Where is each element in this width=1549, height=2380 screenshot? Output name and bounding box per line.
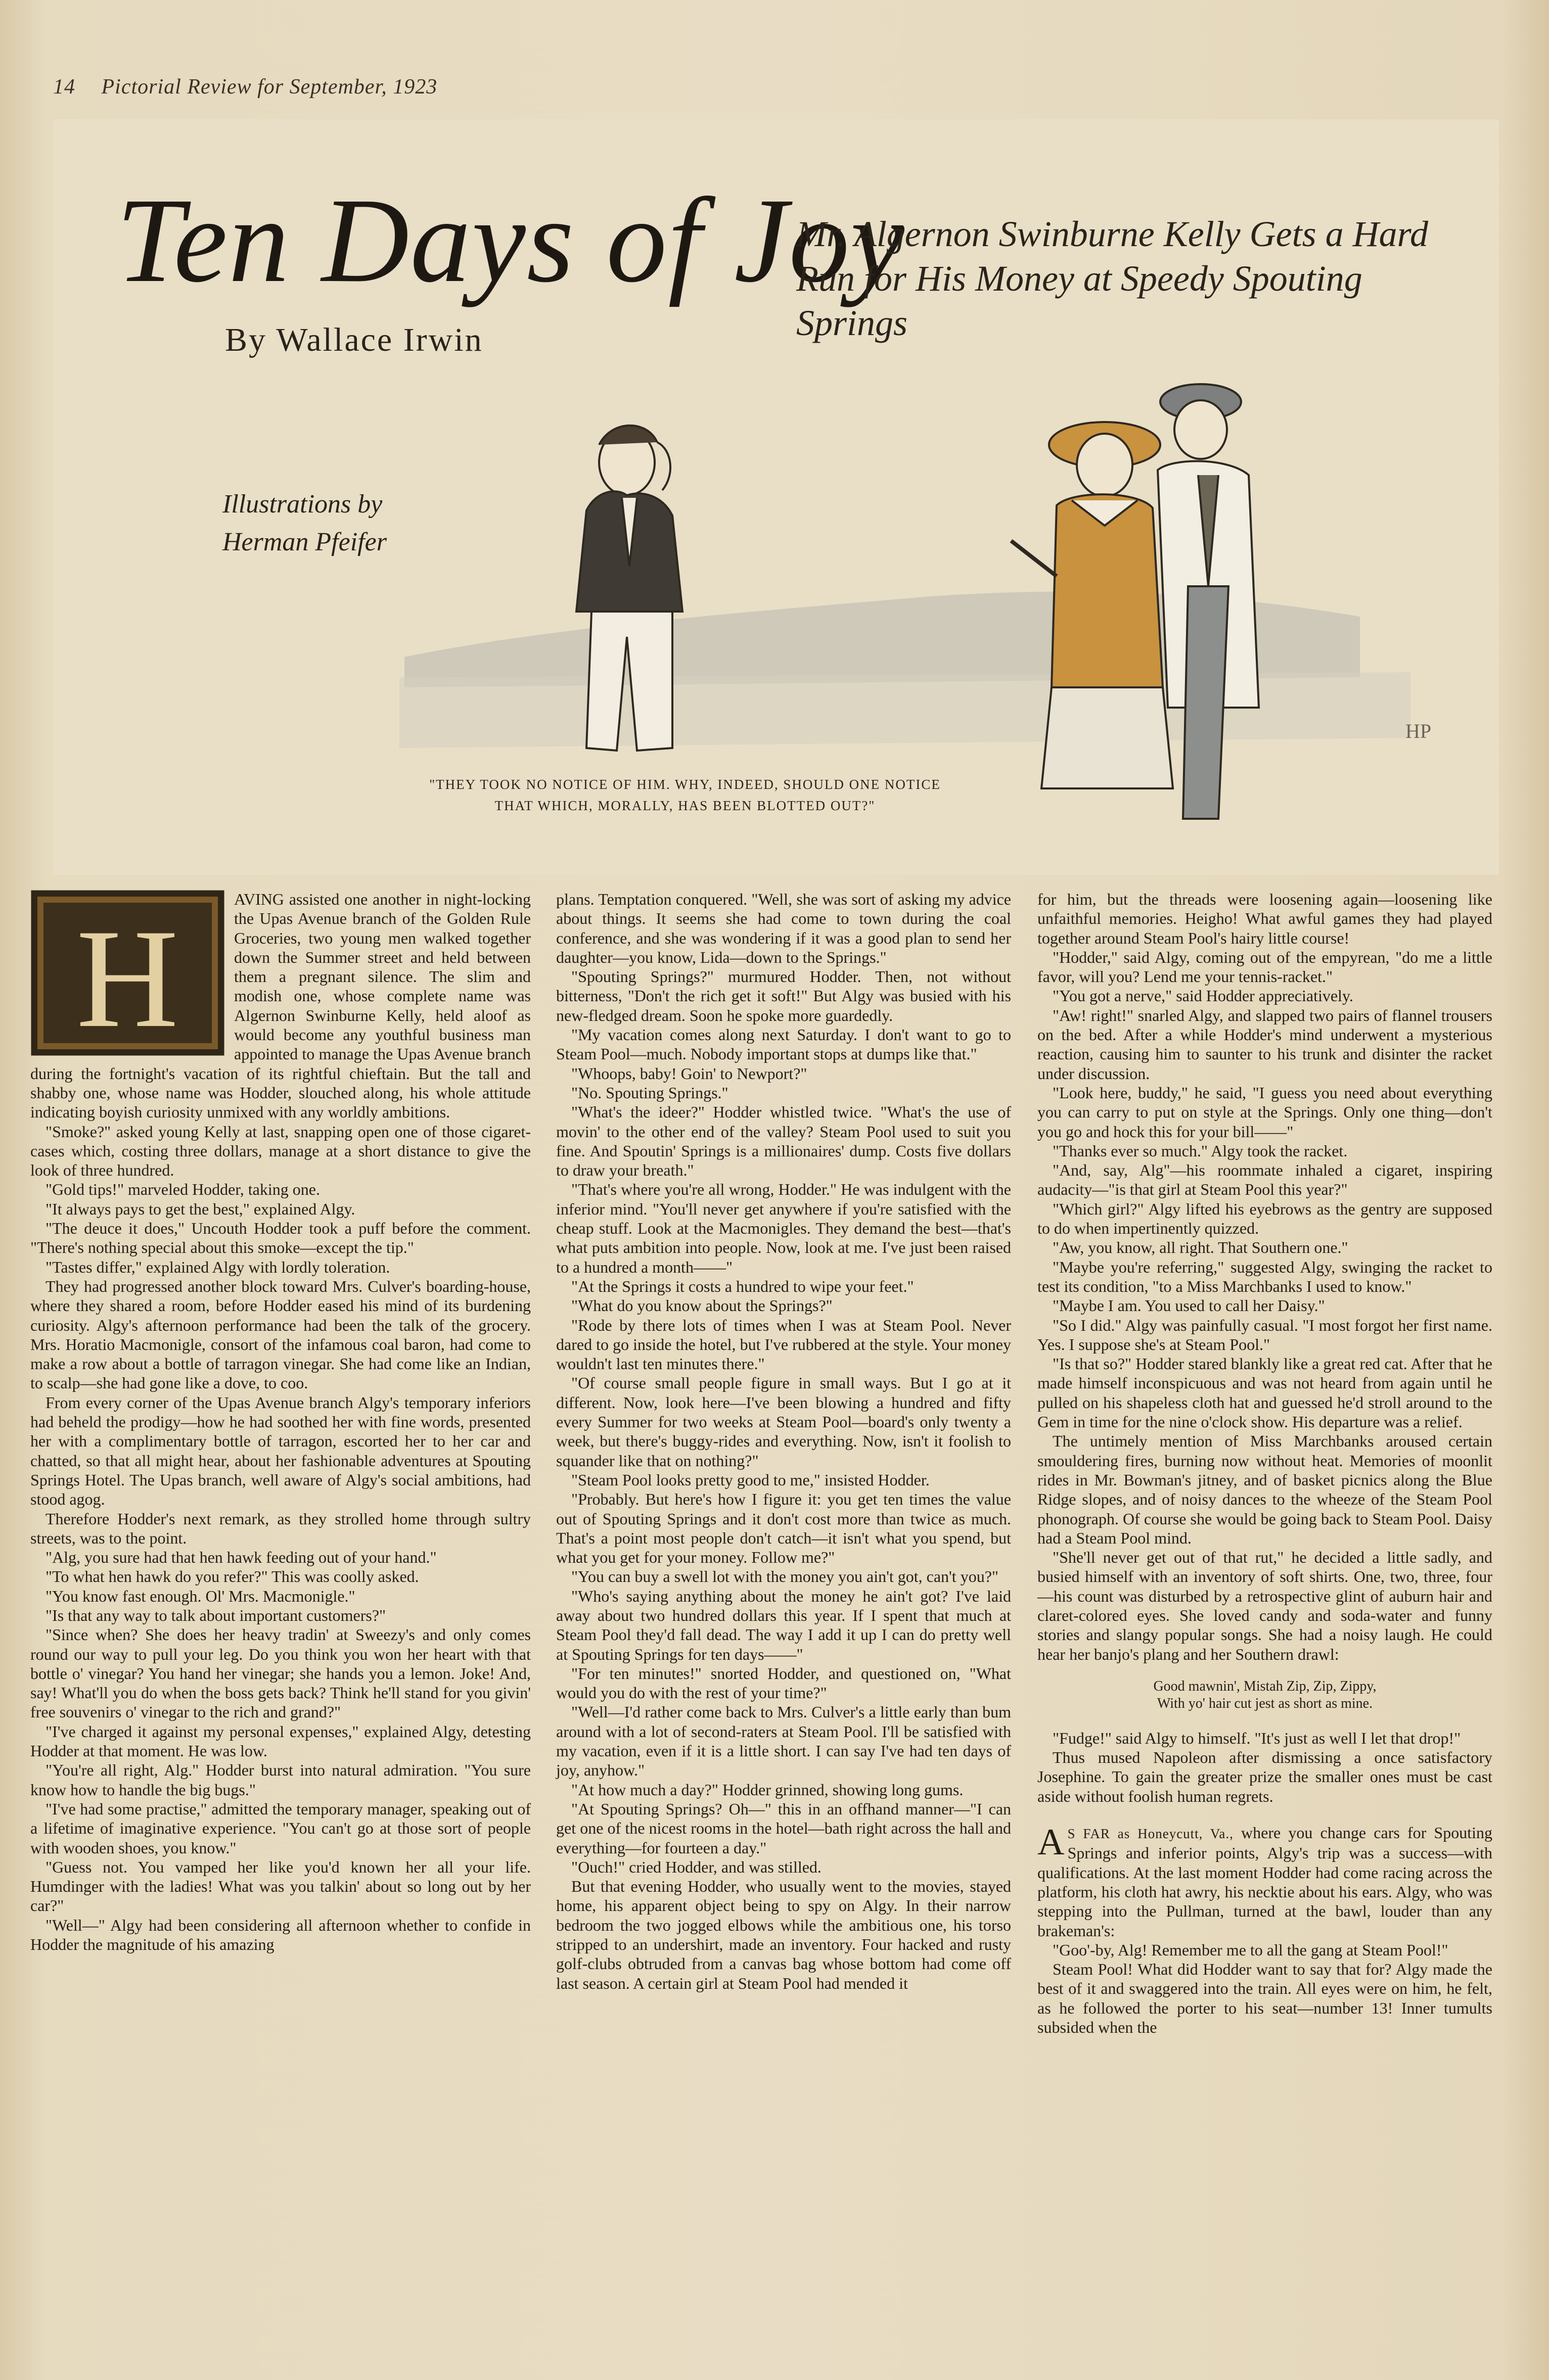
paragraph: "My vacation comes along next Saturday. I don't want to go to Steam Pool—much. Nobody important stops at dumps like that." [556,1025,1011,1063]
paragraph: "You know fast enough. Ol' Mrs. Macmonigle." [45,1586,355,1605]
paragraph: "And, say, Alg"—his roommate inhaled a cigaret, inspiring audacity—"is that girl at Steam Pool this year?" [1037,1161,1492,1199]
paragraph: "Whoops, baby! Goin' to Newport?" [571,1064,807,1083]
paragraph: "It always pays to get the best," explained Algy. [45,1199,355,1218]
paragraph: "At how much a day?" Hodder grinned, showing long gums. [571,1780,964,1799]
paragraph: "Is that so?" Hodder stared blankly like a great red cat. After that he made himself inconspicuous and was not heard from again until he pulled on his shapeless cloth hat and guessed he'd stroll around to the Gem in time for the nine o'clock show. His departure was a relief. [1037,1355,1492,1431]
paragraph: "Who's saying anything about the money he ain't got? I've laid away about two hundred dollars this year. If I spent that much at Steam Pool they'd fall dead. The way I add it up I can do pretty well at Spouting Springs for ten days——" [556,1586,1011,1663]
paragraph: "I've had some practise," admitted the temporary manager, speaking out of a lifetime of imaginative experience. "You can't go at those sort of people with wooden shoes, you know." [30,1799,531,1857]
page-number: 14 [53,75,75,99]
paragraph: "Well—I'd rather come back to Mrs. Culver's a little early than bum around with a lot of second-raters at Steam Pool. I'll be satisfied with my vacation, even if it is a little short. I can say I've had ten days of joy, anyhow." [556,1703,1011,1780]
paragraph: "At Spouting Springs? Oh—" this in an offhand manner—"I can get one of the nicest rooms in the hotel—bath right across the hall and everything—for fourteen a day." [556,1799,1011,1857]
paragraph: "She'll never get out of that rut," he decided a little sadly, and busied himself with an inventory of soft shirts. One, two, three, four—his count was disturbed by a retrospective glint of auburn hair and claret-colored eyes. She loved candy and soda-water and funny stories and slangy popular songs. She had a noisy laugh. He could hear her banjo's plang and her Southern drawl: [1037,1548,1492,1663]
paragraph: "No. Spouting Springs." [571,1083,728,1102]
paragraph: "You're all right, Alg." Hodder burst into natural admiration. "You sure know how to handle the big bugs." [30,1761,531,1799]
paragraph: "Look here, buddy," he said, "I guess you need about everything you can carry to put on style at the Springs. Only one thing—don't you go and hock this for your bill——" [1037,1083,1492,1141]
paragraph: "You got a nerve," said Hodder appreciatively. [1053,987,1353,1005]
paragraph: But that evening Hodder, who usually went to the movies, stayed home, his apparent object being to spy on Algy. In their narrow bedroom the two jogged elbows while the ambitious one, his torso stripped to an undershirt, made an inventory. Four hacked and rusty golf-clubs obtruded from a canvas bag whose bottom had come off last season. A certain girl at Steam Pool had mended it [556,1877,1011,1992]
paragraph: "What's the ideer?" Hodder whistled twice. "What's the use of movin' to the other end of the valley? Steam Pool used to suit you fine. And Spoutin' Springs is a millionaires' dump. Costs five dollars to draw your breath." [556,1103,1011,1180]
paragraph: Steam Pool! What did Hodder want to say that for? Algy made the best of it and swaggered into the train. All eyes were on him, he felt, as he followed the porter to his seat—number 13! Inner tumults subsided when the [1037,1960,1492,2037]
paragraph: "Thanks ever so much." Algy took the racket. [1053,1141,1348,1160]
paragraph: "Of course small people figure in small ways. But I go at it different. Now, look here—I've been blowing a hundred and fifty every Summer for two weeks at Steam Pool—board's only twenty a week, but there's buggy-rides and everything. Now, isn't it foolish to squander like that on nothing?" [556,1374,1011,1470]
paragraph: "That's where you're all wrong, Hodder." He was indulgent with the inferior mind. "You'll never get anywhere if you're satisfied with the cheap stuff. Look at the Macmonigles. They demand the best—that's what puts ambition into people. Now, look at me. I've just been raised to a hundred a month——" [556,1180,1011,1276]
paragraph: "Well—" Algy had been considering all afternoon whether to confide in Hodder the magnitude of his amazing [30,1916,531,1954]
paragraph: "To what hen hawk do you refer?" This was coolly asked. [45,1567,419,1586]
paragraph: "Aw! right!" snarled Algy, and slapped two pairs of flannel trousers on the bed. After a while Hodder's mind underwent a mysterious reaction, causing him to saunter to his trunk and disinter the racket under discussion. [1037,1006,1492,1083]
illustration-credit: Illustrations by Herman Pfeifer [222,490,387,557]
illustration-man-right [1158,384,1259,819]
paragraph: "Which girl?" Algy lifted his eyebrows as the gentry are supposed to do when impertinently quizzed. [1037,1199,1492,1238]
section-opening-paragraph: A S FAR as Honeycutt, Va., where you change cars for Spouting Springs and inferior points, Algy's trip was a success—with qualifications. At the last moment Hodder had come racing across the platform, his cloth hat awry, his necktie about his ears. Algy, who was stepping into the Pullman, turned at the bawl, louder than any brakeman's: [1037,1822,1493,1940]
decorative-dropcap-h [30,890,225,1056]
story-illustration [399,374,1501,829]
paragraph: The untimely mention of Miss Marchbanks aroused certain smouldering fires, burning now without heat. Memories of moonlit rides in Mr. Bowman's jitney, and of basket picnics along the Blue Ridge slopes, and of noisy dances to the wheeze of the Steam Pool phonograph. Of course she would be going back to Steam Pool. Daisy had a Steam Pool mind. [1037,1432,1492,1547]
paragraph: "Fudge!" said Algy to himself. "It's just as well I let that drop!" [1053,1729,1461,1747]
paragraph: They had progressed another block toward Mrs. Culver's boarding-house, where they shared a room, before Hodder eased his mind of its burdening curiosity. Algy's afternoon performance had been the talk of the grocery. Mrs. Horatio Macmonigle, consort of the infamous coal baron, had come to make a row about a bottle of tarragon vinegar. She had come like an Indian, to scalp—she had gone like a dove, to coo. [30,1277,531,1392]
paragraph: "Hodder," said Algy, coming out of the empyrean, "do me a little favor, will you? Lend me your tennis-racket." [1037,948,1492,986]
author-first-name: Wallace [276,321,394,358]
paragraph: "Steam Pool looks pretty good to me," insisted Hodder. [571,1470,930,1489]
paragraph: "Aw, you know, all right. That Southern one." [1053,1238,1348,1257]
paragraph: "Tastes differ," explained Algy with lordly toleration. [45,1257,390,1276]
paragraph: "Maybe you're referring," suggested Algy, swinging the racket to test its condition, "to a Miss Marchbanks I used to know." [1037,1257,1492,1295]
paragraph: Thus mused Napoleon after dismissing a once satisfactory Josephine. To gain the greater prize the smaller ones must be cast aside without foolish human regrets. [1037,1748,1492,1805]
paragraph: plans. Temptation conquered. "Well, she was sort of asking my advice about things. It seems she had come to town during the coal conference, and she was wondering if it was a good plan to send her daughter—you know, Lida—down to the Springs." [556,890,1011,966]
text-column-2 [556,890,1011,1993]
story-title: Ten Days of Joy [116,173,905,307]
author-last-name: Irwin [403,321,483,358]
song-verse: Good mawnin', Mistah Zip, Zip, Zippy, With yo' hair cut jest as short as mine. [1153,1678,1377,1711]
dropcap-letter: H [76,900,179,1056]
paragraph: From every corner of the Upas Avenue branch Algy's temporary inferiors had beheld the prodigy—how he had soothed her with fine words, presented her with a complimentary bottle of tarragon, escorted her to her car and chatted, so that all might hear, about her fashionable adventures at Spouting Springs Hotel. The Upas branch, well aware of Algy's social ambitions, had stood agog. [30,1393,531,1509]
paragraph: "Probably. But here's how I figure it: you get ten times the value out of Spouting Springs and it don't cost more than twice as much. That's a point most people don't catch—it isn't what you spend, but what you get for your money. Follow me?" [556,1490,1011,1567]
story-subtitle: Mr. Algernon Swinburne Kelly Gets a Hard Run for His Money at Speedy Spouting Springs [796,214,1428,343]
paragraph: "For ten minutes!" snorted Hodder, and questioned on, "What would you do with the rest of your time?" [556,1664,1011,1702]
paragraph: "Maybe I am. You used to call her Daisy." [1053,1296,1325,1315]
paragraph: "I've charged it against my personal expenses," explained Algy, detesting Hodder at that moment. He was low. [30,1722,531,1760]
text-column-1 [30,890,531,1954]
paragraph: "What do you know about the Springs?" [571,1296,833,1315]
paragraph: "Ouch!" cried Hodder, and was stilled. [571,1857,822,1876]
paragraph: Therefore Hodder's next remark, as they strolled home through sultry streets, was to the point. [30,1509,531,1547]
byline: By Wallace Irwin [225,321,483,358]
paragraph: "Gold tips!" marveled Hodder, taking one. [45,1180,320,1199]
illustration-caption: "THEY TOOK NO NOTICE OF HIM. WHY, INDEED, SHOULD ONE NOTICE THAT WHICH, MORALLY, HAS BEEN BLOTTED OUT?" [429,777,941,813]
paragraph: "Rode by there lots of times when I was at Steam Pool. Never dared to go inside the hotel, but I've rubbered at the style. Your money wouldn't last ten minutes there." [556,1316,1011,1373]
paragraph: "So I did." Algy was painfully casual. "I most forgot her first name. Yes. I suppose she's at Steam Pool." [1037,1316,1492,1354]
paragraph: "At the Springs it costs a hundred to wipe your feet." [571,1277,914,1295]
paragraph: AVING assisted one another in night-locking the Upas Avenue branch of the Golden Rule Groceries, two young men walked together down the Summer street and held between them a pregnant silence. The slim and modish one, whose complete name was Algernon Swinburne Kelly, held aloof as would become any youthful business man appointed to manage the Upas Avenue branch during the fortnight's vacation of its rightful chieftain. But the tall and shabby one, whose name was Hodder, slouched along, his whole attitude indicating boyish curiosity unmixed with any worldly ambitions. [30,890,531,1122]
paragraph: "Is that any way to talk about important customers?" [45,1606,386,1624]
paragraph: "You can buy a swell lot with the money you ain't got, can't you?" [571,1567,998,1586]
paragraph: "Guess not. You vamped her like you'd known her all your life. Humdinger with the ladies! What was you talkin' about so long out by her car?" [30,1857,531,1915]
paragraph: "Smoke?" asked young Kelly at last, snapping open one of those cigaret-cases which, costing three dollars, manage at a short distance to give the look of three hundred. [30,1122,531,1180]
paragraph: "The deuce it does," Uncouth Hodder took a puff before the comment. "There's nothing special about this smoke—except the tip." [30,1219,531,1257]
section-initial-a: A [1037,1822,1065,1863]
paragraph: "Alg, you sure had that hen hawk feeding out of your hand." [45,1548,437,1567]
text-column-3 [1037,890,1492,2037]
page-header [53,75,437,99]
paragraph: "Spouting Springs?" murmured Hodder. Then, not without bitterness, "Don't the rich get it soft!" But Algy was busied with his new-fledged dream. Soon he spoke more guardedly. [556,967,1011,1024]
publication-name: Pictorial Review for September, 1923 [101,75,438,99]
paragraph: "Goo'-by, Alg! Remember me to all the gang at Steam Pool!" [1053,1940,1448,1959]
paragraph: "Since when? She does her heavy tradin' at Sweezy's and only comes round our way to pull your leg. Do you think you won her heart with that bottle o' vinegar? You hand her vinegar; she hands you a lemon. Joke! And, say! What'll you do when the boss gets back? Think he'll stand for you givin' free souvenirs o' vinegar to the rich and grand?" [30,1625,531,1721]
paragraph: for him, but the threads were loosening again—loosening like unfaithful memories. Heigho! What awful games they had played together around Steam Pool's hairy little course! [1037,890,1492,947]
svg-text:HP: HP [1405,720,1432,742]
